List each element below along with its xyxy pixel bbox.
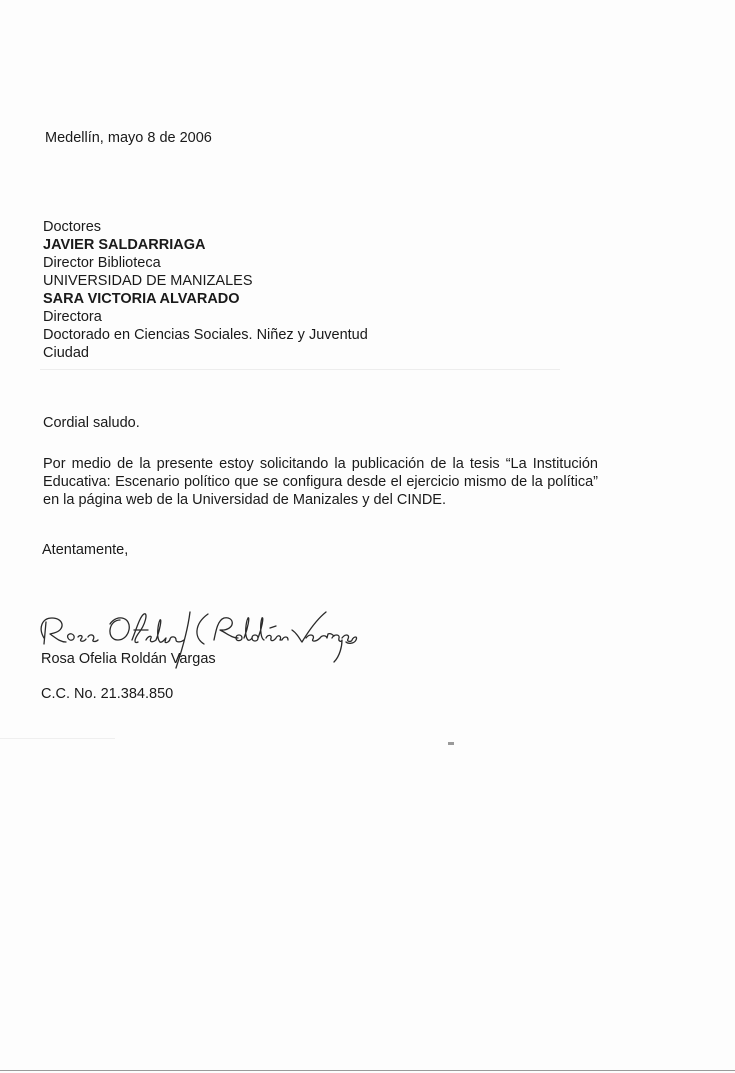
signer-name: Rosa Ofelia Roldán Vargas [41, 651, 216, 667]
id-number: C.C. No. 21.384.850 [41, 686, 174, 702]
signature-text: Rosa Ofelia Roldán Vargas [30, 669, 43, 670]
recipient-block [43, 218, 368, 362]
letter-date: Medellín, mayo 8 de 2006 [45, 130, 212, 146]
recipient-line: SARA VICTORIA ALVARADO [43, 291, 240, 307]
scan-artifact-line [40, 369, 560, 370]
recipient-line: Doctores [43, 219, 102, 235]
recipient-line: Ciudad [43, 345, 89, 361]
recipient-line: Directora [43, 309, 102, 325]
page-edge [0, 1070, 735, 1071]
recipient-line: UNIVERSIDAD DE MANIZALES [43, 273, 253, 289]
greeting: Cordial saludo. [43, 415, 140, 431]
recipient-line: Doctorado en Ciencias Sociales. Niñez y Juventud [43, 327, 368, 343]
scan-speck [448, 742, 454, 745]
letter-body: Por medio de la presente estoy solicitando la publicación de la tesis “La Institución Educativa: Escenario político que se configura desde el ejercicio mismo de la política” en la página web de la Universidad de Manizales y del CINDE. [43, 456, 598, 508]
closing: Atentamente, [42, 542, 129, 558]
scan-artifact-line [0, 738, 115, 739]
recipient-line: Director Biblioteca [43, 255, 161, 271]
recipient-line: JAVIER SALDARRIAGA [43, 237, 206, 253]
